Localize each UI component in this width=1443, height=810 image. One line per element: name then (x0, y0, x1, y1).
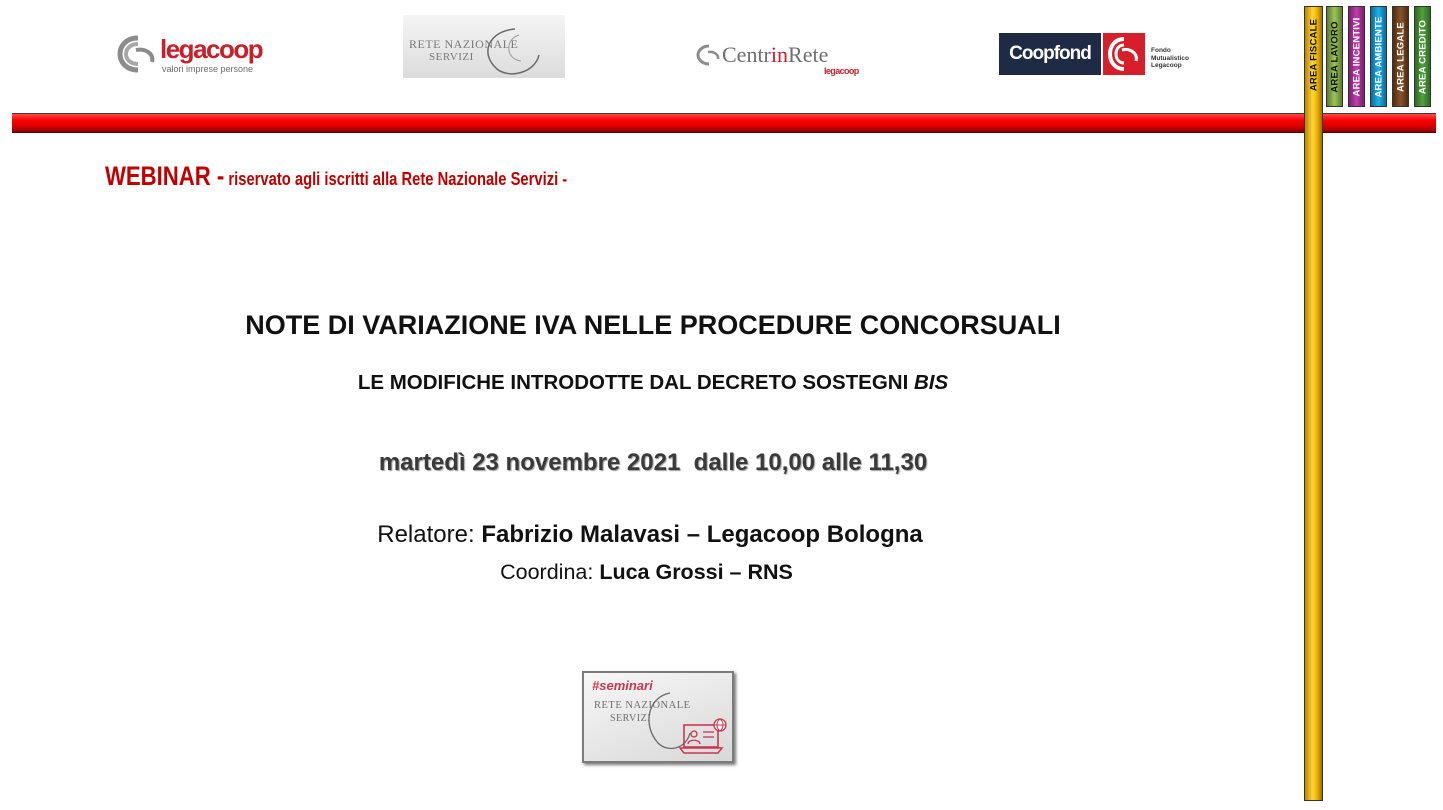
coopfond-caption-line3: Legacoop (1151, 62, 1182, 69)
page-title: NOTE DI VARIAZIONE IVA NELLE PROCEDURE CONCORSUALI (245, 310, 1061, 340)
coordinator-label: Coordina: (500, 560, 600, 584)
area-tab-label: AREA CREDITO (1417, 19, 1428, 94)
speaker-label: Relatore: (377, 521, 482, 548)
area-tab-incentivi[interactable] (1348, 6, 1365, 107)
centrinrete-wordmark (722, 42, 828, 68)
seminari-badge (582, 671, 734, 763)
webinar-laptop-icon (678, 717, 730, 759)
page-subtitle (0, 371, 1306, 395)
legacoop-logo (116, 32, 266, 78)
centrinrete-sub: legacoop (824, 66, 859, 76)
area-tab-credito[interactable] (1414, 6, 1431, 107)
rns-logo (403, 15, 565, 78)
coopfond-caption-line2: Mutualistico (1151, 54, 1189, 62)
seminari-line2: SERVIZI (610, 713, 652, 724)
area-tab-label: AREA AMBIENTE (1373, 15, 1384, 98)
area-tab-lavoro[interactable] (1326, 6, 1343, 107)
coordinator-line (0, 560, 1293, 585)
legacoop-wordmark: legacoop (160, 34, 263, 64)
area-tab-label: AREA LAVORO (1329, 20, 1340, 93)
area-tab-fiscale[interactable] (1304, 6, 1323, 801)
legacoop-swirl-icon (116, 34, 160, 74)
subtitle-text: LE MODIFICHE INTRODOTTE DAL DECRETO SOSTEGNI (357, 371, 914, 394)
coopfond-wordmark: Coopfond (999, 33, 1101, 75)
event-date: martedì 23 novembre 2021 dalle 10,00 alle 11,30 (378, 449, 928, 476)
coopfond-logo (999, 33, 1199, 75)
subtitle-italic: BIS (914, 371, 949, 394)
coordinator-name: Luca Grossi – RNS (599, 560, 793, 584)
webinar-note: riservato agli iscritti alla Rete Nazionale Servizi - (224, 169, 568, 189)
legacoop-tagline: valori imprese persone (162, 64, 254, 74)
area-tab-ambiente[interactable] (1370, 6, 1387, 107)
area-tab-label: AREA LEGALE (1395, 21, 1406, 92)
centrinrete-swirl-icon (696, 44, 722, 66)
coopfond-caption-line1: Fondo (1151, 47, 1171, 54)
speaker-name: Fabrizio Malavasi – Legacoop Bologna (481, 521, 923, 548)
rns-arc-icon (475, 25, 555, 77)
webinar-label: WEBINAR - (105, 161, 225, 191)
rns-logo-line2: SERVIZI (429, 51, 474, 63)
area-tab-label: AREA FISCALE (1308, 18, 1319, 92)
area-tab-label: AREA INCENTIVI (1351, 17, 1362, 96)
centrinrete-word-in: in (770, 42, 789, 67)
centrinrete-word-post: Rete (788, 42, 829, 67)
centrinrete-logo (696, 40, 876, 80)
seminari-line1: RETE NAZIONALE (594, 700, 691, 711)
centrinrete-word-pre: Centr (722, 42, 771, 67)
speaker-line (0, 521, 1300, 549)
area-tab-legale[interactable] (1392, 6, 1409, 107)
webinar-heading (105, 161, 567, 192)
rns-logo-line1: RETE NAZIONALE (409, 37, 519, 51)
coopfond-caption (1151, 47, 1189, 70)
header-red-bar (12, 113, 1436, 133)
seminari-hashtag: #seminari (592, 678, 653, 693)
coopfond-swirl-icon (1103, 33, 1145, 75)
